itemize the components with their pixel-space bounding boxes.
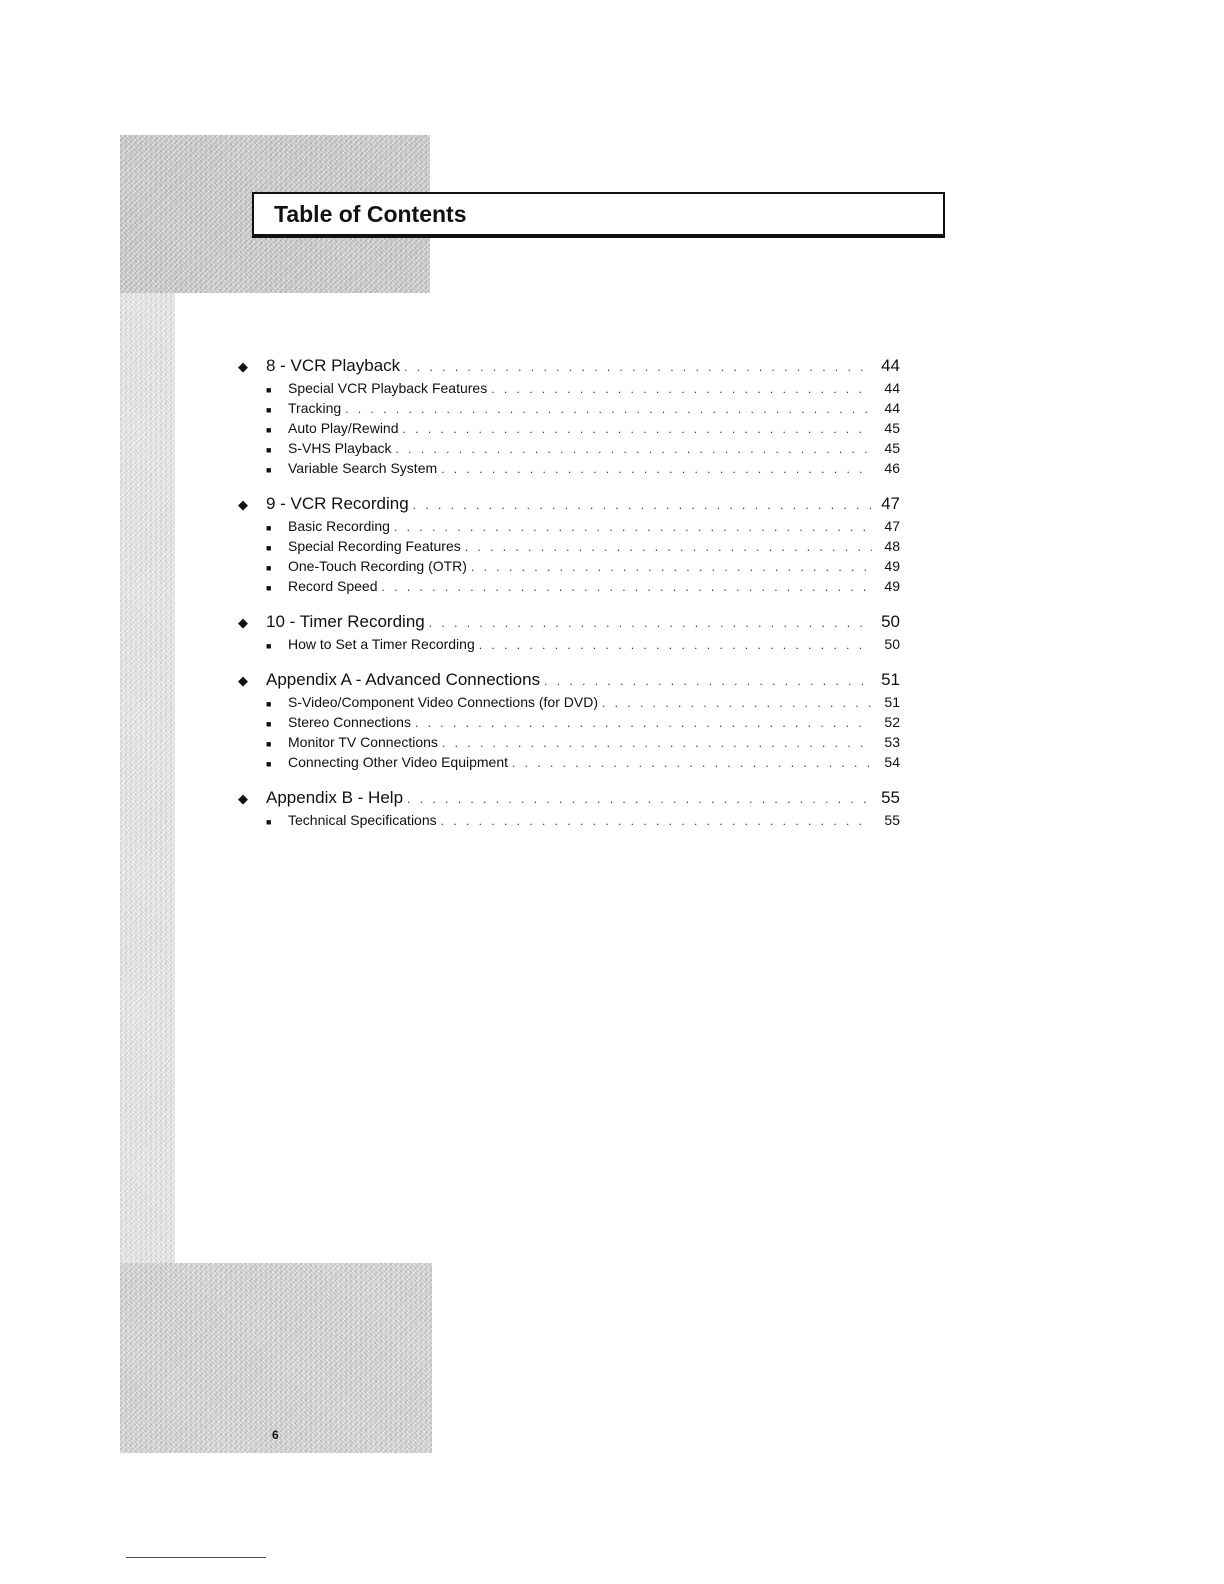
toc-section <box>238 612 900 656</box>
toc-subentry-label: Basic Recording <box>288 518 390 534</box>
dot-leader <box>345 402 872 416</box>
toc-subentry-label: One-Touch Recording (OTR) <box>288 558 467 574</box>
toc-section <box>238 670 900 774</box>
toc-subentry-page: 53 <box>884 734 900 750</box>
square-bullet-icon: ■ <box>266 583 272 593</box>
toc-section <box>238 494 900 598</box>
toc-subentry-page: 44 <box>884 380 900 396</box>
square-bullet-icon: ■ <box>266 563 272 573</box>
dot-leader <box>479 638 872 652</box>
toc-subentry[interactable] <box>238 636 900 656</box>
dot-leader <box>491 382 872 396</box>
toc-entry-label: Appendix B - Help <box>266 788 404 807</box>
toc-subentry-page: 55 <box>884 812 900 828</box>
square-bullet-icon: ■ <box>266 739 272 749</box>
toc-section <box>238 788 900 832</box>
toc-entry[interactable] <box>238 494 900 518</box>
toc-entry-label: 9 - VCR Recording <box>266 494 409 513</box>
toc-entry[interactable] <box>238 670 900 694</box>
dot-leader <box>471 560 872 574</box>
toc-subentry-label: Special Recording Features <box>288 538 461 554</box>
toc-subentry-label: Connecting Other Video Equipment <box>288 754 508 770</box>
square-bullet-icon: ■ <box>266 385 272 395</box>
toc-subentry-page: 45 <box>884 420 900 436</box>
diamond-bullet-icon: ◆ <box>238 791 248 806</box>
toc-subentry[interactable] <box>238 460 900 480</box>
square-bullet-icon: ■ <box>266 719 272 729</box>
diamond-bullet-icon: ◆ <box>238 615 248 630</box>
toc-subentry-page: 44 <box>884 400 900 416</box>
toc-subentry-page: 50 <box>884 636 900 652</box>
dot-leader <box>394 520 872 534</box>
toc-entry-label: 10 - Timer Recording <box>266 612 425 631</box>
toc-subentry-page: 47 <box>884 518 900 534</box>
dot-leader <box>512 756 872 770</box>
toc-subentry[interactable] <box>238 754 900 774</box>
square-bullet-icon: ■ <box>266 699 272 709</box>
toc-subentry-label: S-VHS Playback <box>288 440 392 456</box>
toc-subentry-label: Auto Play/Rewind <box>288 420 399 436</box>
toc-entry[interactable] <box>238 612 900 636</box>
dot-leader <box>602 696 872 710</box>
square-bullet-icon: ■ <box>266 641 272 651</box>
toc-subentry[interactable] <box>238 400 900 420</box>
dot-leader <box>442 736 872 750</box>
toc-subentry-label: Variable Search System <box>288 460 438 476</box>
toc-subentry-page: 49 <box>884 558 900 574</box>
toc-subentry[interactable] <box>238 812 900 832</box>
toc-subentry[interactable] <box>238 440 900 460</box>
dot-leader <box>415 716 872 730</box>
side-texture-decoration <box>120 293 175 1263</box>
footer-texture-decoration <box>120 1263 432 1453</box>
dot-leader <box>382 580 872 594</box>
toc-subentry[interactable] <box>238 538 900 558</box>
toc-subentry-label: Tracking <box>288 400 342 416</box>
dot-leader <box>403 422 872 436</box>
diamond-bullet-icon: ◆ <box>238 359 248 374</box>
toc-subentry-page: 49 <box>884 578 900 594</box>
dot-leader <box>441 814 872 828</box>
toc-subentry-page: 48 <box>884 538 900 554</box>
toc-section <box>238 356 900 480</box>
dot-leader <box>407 792 872 806</box>
toc-entry-page: 50 <box>881 612 900 631</box>
toc-subentry-label: Stereo Connections <box>288 714 411 730</box>
page-number: 6 <box>272 1428 279 1442</box>
toc-entry-label: 8 - VCR Playback <box>266 356 401 375</box>
square-bullet-icon: ■ <box>266 817 272 827</box>
footer-rule <box>126 1557 266 1558</box>
toc-entry-page: 55 <box>881 788 900 807</box>
toc-subentry-label: Record Speed <box>288 578 378 594</box>
title-box <box>252 192 945 236</box>
dot-leader <box>429 616 872 630</box>
toc-entry-page: 47 <box>881 494 900 513</box>
toc-subentry-label: Monitor TV Connections <box>288 734 438 750</box>
toc-subentry-page: 46 <box>884 460 900 476</box>
toc-entry[interactable] <box>238 788 900 812</box>
dot-leader <box>465 540 872 554</box>
toc-subentry-label: Special VCR Playback Features <box>288 380 488 396</box>
toc-subentry-label: S-Video/Component Video Connections (for DVD) <box>288 694 598 710</box>
toc-entry-page: 51 <box>881 670 900 689</box>
toc-subentry[interactable] <box>238 714 900 734</box>
square-bullet-icon: ■ <box>266 759 272 769</box>
toc-subentry[interactable] <box>238 558 900 578</box>
toc-subentry-page: 52 <box>884 714 900 730</box>
dot-leader <box>544 674 872 688</box>
toc-subentry-page: 51 <box>884 694 900 710</box>
diamond-bullet-icon: ◆ <box>238 673 248 688</box>
square-bullet-icon: ■ <box>266 523 272 533</box>
square-bullet-icon: ■ <box>266 445 272 455</box>
square-bullet-icon: ■ <box>266 543 272 553</box>
dot-leader <box>413 498 872 512</box>
toc-entry-page: 44 <box>881 356 900 375</box>
toc-entry-label: Appendix A - Advanced Connections <box>266 670 541 689</box>
toc-subentry-page: 45 <box>884 440 900 456</box>
dot-leader <box>441 462 872 476</box>
diamond-bullet-icon: ◆ <box>238 497 248 512</box>
dot-leader <box>395 442 872 456</box>
toc-subentry[interactable] <box>238 694 900 714</box>
toc-subentry-label: How to Set a Timer Recording <box>288 636 475 652</box>
toc-entry[interactable] <box>238 356 900 380</box>
square-bullet-icon: ■ <box>266 425 272 435</box>
toc-subentry[interactable] <box>238 578 900 598</box>
toc-subentry[interactable] <box>238 518 900 538</box>
toc-subentry-label: Technical Specifications <box>288 812 437 828</box>
toc-subentry-page: 54 <box>884 754 900 770</box>
square-bullet-icon: ■ <box>266 465 272 475</box>
toc-subentry[interactable] <box>238 734 900 754</box>
table-of-contents <box>238 356 900 832</box>
toc-subentry[interactable] <box>238 420 900 440</box>
toc-subentry[interactable] <box>238 380 900 400</box>
page-title: Table of Contents <box>274 201 467 227</box>
dot-leader <box>404 360 872 374</box>
square-bullet-icon: ■ <box>266 405 272 415</box>
